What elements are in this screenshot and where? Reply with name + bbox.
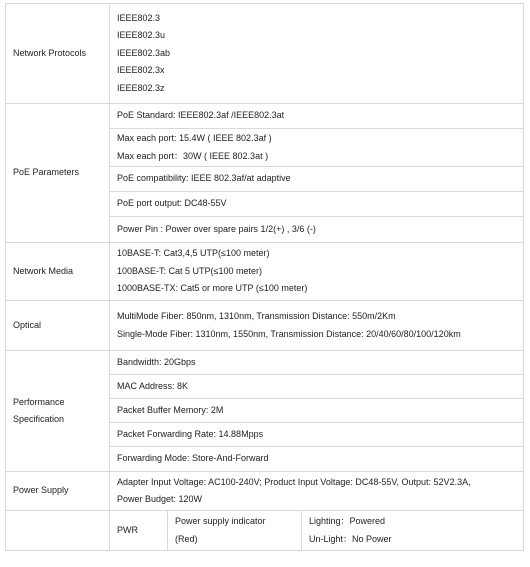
row-poe-standard	[6, 104, 524, 129]
label-network-protocols: Network Protocols	[6, 4, 110, 104]
value-power-supply	[110, 472, 524, 511]
label-performance-line1: Performance	[13, 396, 65, 407]
optical-item: MultiMode Fiber: 850nm, 1310nm, Transmission Distance: 550m/2Km	[117, 311, 396, 321]
protocol-item: IEEE802.3u	[117, 30, 166, 41]
label-power-supply: Power Supply	[6, 472, 110, 511]
value-mac-address: MAC Address: 8K	[110, 375, 524, 399]
row-power-supply	[6, 472, 524, 511]
protocol-item: IEEE802.3x	[117, 65, 165, 76]
poe-max-line: Max each port：30W ( IEEE 802.3at )	[117, 150, 269, 161]
pwr-description	[168, 511, 302, 551]
value-forwarding-mode: Forwarding Mode: Store-And-Forward	[110, 447, 524, 472]
poe-max-line: Max each port: 15.4W ( IEEE 802.3af )	[117, 133, 272, 143]
row-pwr-indicator	[6, 511, 524, 551]
value-optical	[110, 301, 524, 351]
value-poe-compatibility: PoE compatibility: IEEE 802.3af/at adaptive	[110, 167, 524, 192]
optical-item: Single-Mode Fiber: 1310nm, 1550nm, Transmission Distance: 20/40/60/80/100/120km	[117, 328, 461, 339]
label-performance-line2: Specification	[13, 414, 65, 424]
power-supply-line: Power Budget: 120W	[117, 494, 203, 504]
row-network-protocols	[6, 4, 524, 104]
pwr-name: PWR	[110, 511, 168, 551]
protocol-item: IEEE802.3z	[117, 82, 165, 93]
label-performance	[6, 351, 110, 472]
media-item: 10BASE-T: Cat3,4,5 UTP(≤100 meter)	[117, 248, 270, 259]
row-optical	[6, 301, 524, 351]
power-supply-line: Adapter Input Voltage: AC100-240V; Product Input Voltage: DC48-55V, Output: 52V2.3A,	[117, 476, 471, 487]
value-poe-power-pin: Power Pin : Power over spare pairs 1/2(+) , 3/6 (-)	[110, 217, 524, 243]
pwr-state-line: Un-Light：No Power	[309, 533, 392, 544]
row-bandwidth	[6, 351, 524, 375]
media-item: 1000BASE-TX: Cat5 or more UTP (≤100 meter)	[117, 283, 308, 294]
label-network-media: Network Media	[6, 243, 110, 301]
value-network-protocols	[110, 4, 524, 104]
pwr-state-line: Lighting：Powered	[309, 516, 386, 526]
spec-table	[5, 3, 524, 551]
pwr-state	[302, 511, 524, 551]
label-optical: Optical	[6, 301, 110, 351]
protocol-item: IEEE802.3	[117, 12, 161, 23]
protocol-item: IEEE802.3ab	[117, 47, 171, 58]
value-forwarding-rate: Packet Forwarding Rate: 14.88Mpps	[110, 423, 524, 447]
value-packet-buffer: Packet Buffer Memory: 2M	[110, 399, 524, 423]
pwr-description-line: (Red)	[175, 533, 198, 544]
label-poe-parameters: PoE Parameters	[6, 104, 110, 243]
value-bandwidth: Bandwidth: 20Gbps	[110, 351, 524, 375]
value-poe-max	[110, 129, 524, 167]
value-poe-standard: PoE Standard: IEEE802.3af /IEEE802.3at	[110, 104, 524, 129]
row-network-media	[6, 243, 524, 301]
media-item: 100BASE-T: Cat 5 UTP(≤100 meter)	[117, 265, 262, 276]
value-poe-port-output: PoE port output: DC48-55V	[110, 192, 524, 217]
value-network-media	[110, 243, 524, 301]
label-pwr-empty	[6, 511, 110, 551]
pwr-description-line: Power supply indicator	[175, 516, 266, 526]
